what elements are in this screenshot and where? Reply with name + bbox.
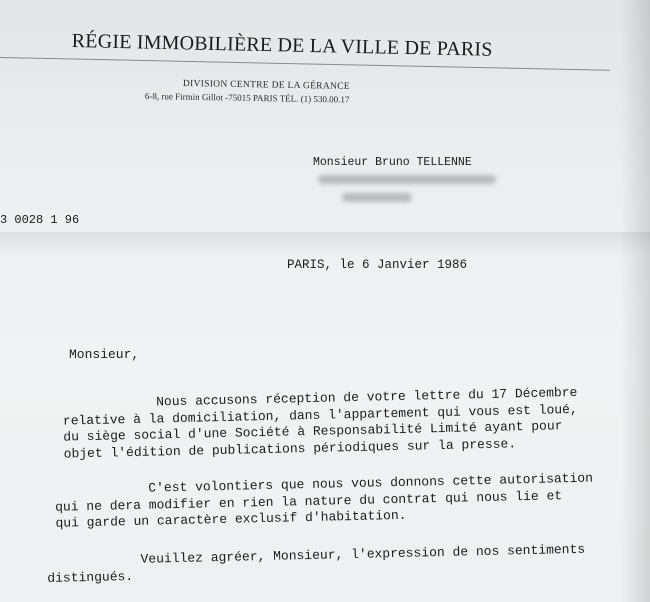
redacted-address-line: [318, 175, 496, 184]
body-paragraph-1: Nous accusons réception de votre lettre du 17 Décembre relative à la domiciliation, dans l'appartement qui vous est loué, du siège social d'une Société à Responsabilité Limité ayant pour objet l'édition de publications périodiques sur la presse.: [0, 384, 578, 463]
salutation: Monsieur,: [69, 347, 140, 362]
body-paragraph-3: Veuillez agréer, Monsieur, l'expression de nos sentiments distingués.: [0, 541, 586, 587]
body-paragraph-2: C'est volontiers que nous vous donnons cette autorisation qui ne dera modifier en rien la nature du contrat qui nous lie et qui garde un caractère exclusif d'habitation.: [0, 470, 594, 532]
page-shadow: [620, 0, 650, 602]
redacted-city-line: [342, 193, 412, 202]
paper-fold: [0, 232, 650, 256]
letterhead-division: DIVISION CENTRE DE LA GÉRANCE: [182, 79, 351, 92]
letterhead-organization: RÉGIE IMMOBILIÈRE DE LA VILLE DE PARIS: [71, 30, 493, 61]
letterhead-address: 6-8, rue Firmin Gillot -75015 PARIS TÉL. (1) 530.00.17: [144, 91, 350, 105]
reference-number: 3 0028 1 96: [0, 213, 80, 227]
letterhead-rule: [0, 57, 610, 71]
recipient-name: Monsieur Bruno TELLENNE: [313, 156, 472, 169]
date-line: PARIS, le 6 Janvier 1986: [287, 258, 468, 272]
